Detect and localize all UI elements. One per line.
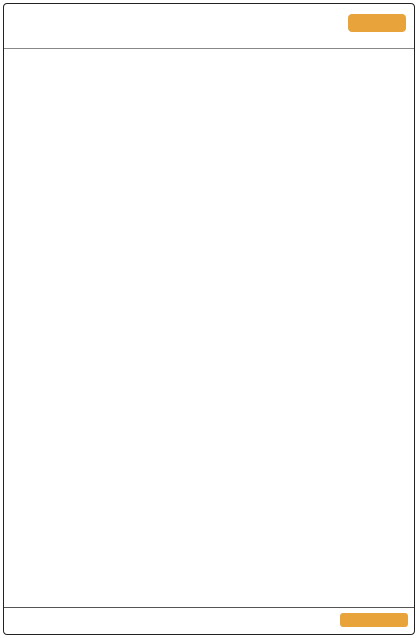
clause-text <box>12 166 404 192</box>
clause-10 <box>12 369 406 395</box>
clause-13 <box>12 456 406 482</box>
clause-text <box>12 427 404 453</box>
clause-1 <box>12 108 406 134</box>
clause-text <box>12 195 404 221</box>
ad-code-tag <box>340 613 408 627</box>
clause-text <box>12 340 404 366</box>
clause-9 <box>12 340 406 366</box>
clause-text <box>12 456 404 482</box>
clause-12 <box>12 427 406 453</box>
round-badge <box>348 14 406 32</box>
notice-header <box>4 4 414 49</box>
clause-8 <box>12 311 406 337</box>
notice-footer <box>4 607 414 634</box>
notice-body <box>4 49 414 482</box>
clause-text <box>12 253 404 279</box>
clause-7 <box>12 282 406 308</box>
clause-4 <box>12 195 406 221</box>
clause-text <box>12 224 404 250</box>
clause-11 <box>12 398 406 424</box>
clause-text <box>12 137 404 163</box>
clause-3 <box>12 166 406 192</box>
clause-5 <box>12 224 406 250</box>
intro-paragraph <box>12 53 406 105</box>
clause-text <box>12 108 404 134</box>
clause-6 <box>12 253 406 279</box>
clause-text <box>12 282 404 308</box>
clause-text <box>12 311 404 337</box>
clause-2 <box>12 137 406 163</box>
notice-frame <box>3 3 415 635</box>
clause-text <box>12 398 404 424</box>
clause-text <box>12 369 404 395</box>
